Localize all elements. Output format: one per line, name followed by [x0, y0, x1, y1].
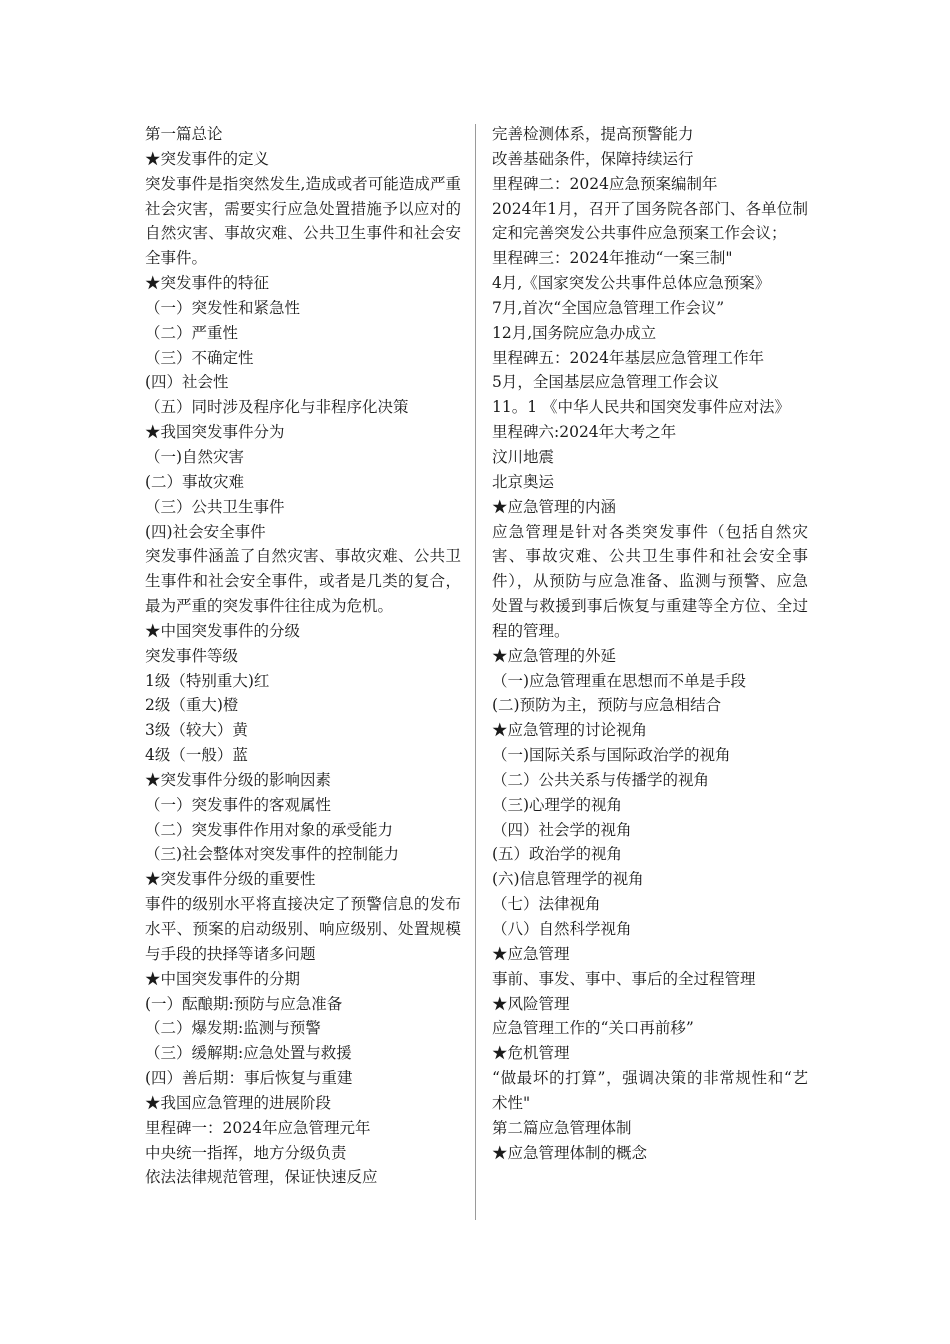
text-line: 里程碑六:2024年大考之年	[492, 423, 677, 442]
section-heading: ★应急管理	[492, 944, 570, 963]
paragraph: 2024年1月，召开了国务院各部门、各单位制定和完善突发公共事件应急预案工作会议；	[492, 199, 808, 243]
text-line: （三）公共卫生事件	[145, 497, 285, 516]
paragraph: 事件的级别水平将直接决定了预警信息的发布水平、预案的启动级别、响应级别、处置规模与手段的抉择等诸多问题	[145, 895, 461, 963]
paragraph: “做最坏的打算”，强调决策的非常规性和“艺术性"	[492, 1069, 808, 1112]
text-line: (四）善后期：事后恢复与重建	[145, 1069, 353, 1088]
text-line: (四)社会安全事件	[145, 522, 266, 541]
text-line: (五）政治学的视角	[492, 845, 623, 864]
section-heading: ★中国突发事件的分期	[145, 969, 301, 988]
section-heading: ★我国应急管理的进展阶段	[145, 1093, 332, 1112]
text-line: （一）突发事件的客观属性	[145, 795, 332, 814]
text-line: (一）酝酿期:预防与应急准备	[145, 994, 343, 1013]
text-line: 中央统一指挥，地方分级负责	[145, 1143, 347, 1162]
section-heading: ★应急管理的讨论视角	[492, 721, 648, 740]
text-line: 4月,《国家突发公共事件总体应急预案》	[492, 274, 771, 293]
text-line: （三)心理学的视角	[492, 795, 623, 814]
section-heading: ★风险管理	[492, 994, 570, 1013]
text-line: 完善检测体系，提高预警能力	[492, 125, 694, 143]
text-line: 7月,首次“全国应急管理工作会议”	[492, 298, 725, 317]
text-line: (六)信息管理学的视角	[492, 870, 644, 889]
section-heading: ★突发事件的特征	[145, 274, 270, 293]
text-line: （五）同时涉及程序化与非程序化决策	[145, 398, 409, 417]
left-column	[145, 122, 461, 1190]
text-line: （二）爆发期:监测与预警	[145, 1019, 321, 1038]
text-line: 3级（较大）黄	[145, 721, 248, 740]
text-line: （二）严重性	[145, 323, 239, 342]
text-line: （七）法律视角	[492, 895, 601, 914]
text-line: （三)社会整体对突发事件的控制能力	[145, 845, 400, 864]
text-line: 里程碑一：2024年应急管理元年	[145, 1118, 371, 1137]
text-line: （四）社会学的视角	[492, 820, 632, 839]
text-line: 改善基础条件，保障持续运行	[492, 149, 694, 168]
text-line: 应急管理工作的“关口再前移”	[492, 1019, 694, 1038]
text-line: 事前、事发、事中、事后的全过程管理	[492, 969, 756, 988]
paragraph: 应急管理是针对各类突发事件（包括自然灾害、事故灾难、公共卫生事件和社会安全事件），从预防与应急准备、监测与预警、应急处置与救援到事后恢复与重建等全方位、全过程的管理。	[492, 522, 808, 640]
text-line: （八）自然科学视角	[492, 920, 632, 938]
section-heading: ★突发事件的定义	[145, 149, 270, 168]
text-line: 12月,国务院应急办成立	[492, 323, 657, 342]
text-line: （一)应急管理重在思想而不单是手段	[492, 671, 747, 690]
paragraph: 突发事件涵盖了自然灾害、事故灾难、公共卫生事件和社会安全事件，或者是几类的复合，最为严重的突发事件往往成为危机。	[145, 547, 461, 616]
text-line: 4级（一般）蓝	[145, 746, 248, 765]
column-divider	[475, 124, 476, 1220]
text-line: （一）突发性和紧急性	[145, 298, 301, 317]
text-line: 1级（特别重大)红	[145, 671, 270, 690]
text-line: 第一篇总论	[145, 125, 223, 143]
text-line: (二)预防为主，预防与应急相结合	[492, 696, 722, 715]
text-line: 依法法律规范管理，保证快速反应	[145, 1168, 378, 1187]
text-line: 突发事件等级	[145, 646, 239, 665]
text-line: 里程碑五：2024年基层应急管理工作年	[492, 348, 764, 367]
text-line: （三）不确定性	[145, 348, 254, 367]
text-line: 北京奥运	[492, 472, 555, 491]
section-heading: ★危机管理	[492, 1044, 570, 1063]
section-heading: ★我国突发事件分为	[145, 423, 285, 442]
text-line: (四）社会性	[145, 373, 229, 392]
text-line: 5月，全国基层应急管理工作会议	[492, 373, 719, 392]
text-line: （三）缓解期:应急处置与救援	[145, 1044, 352, 1063]
paragraph: 11。1 《中华人民共和国突发事件应对法》	[492, 398, 791, 417]
paragraph: 突发事件是指突然发生,造成或者可能造成严重社会灾害，需要实行应急处置措施予以应对的自然灾害、事故灾难、公共卫生事件和社会安全事件。	[145, 174, 461, 268]
text-line: (二）事故灾难	[145, 472, 245, 491]
right-column	[492, 122, 808, 1165]
text-line: 里程碑三：2024年推动“一案三制"	[492, 249, 733, 268]
text-line: 里程碑二：2024应急预案编制年	[492, 174, 718, 193]
section-heading: ★应急管理体制的概念	[492, 1143, 648, 1162]
text-line: 汶川地震	[492, 447, 555, 466]
text-line: （一)自然灾害	[145, 447, 245, 466]
text-line: 2级（重大)橙	[145, 696, 239, 715]
section-heading: ★应急管理的内涵	[492, 497, 617, 516]
text-line: 第二篇应急管理体制	[492, 1118, 632, 1137]
section-heading: ★中国突发事件的分级	[145, 621, 301, 640]
section-heading: ★突发事件分级的重要性	[145, 870, 316, 889]
section-heading: ★突发事件分级的影响因素	[145, 770, 332, 789]
text-line: （一)国际关系与国际政治学的视角	[492, 746, 731, 765]
text-line: （二）公共关系与传播学的视角	[492, 770, 710, 789]
text-line: （二）突发事件作用对象的承受能力	[145, 820, 394, 839]
section-heading: ★应急管理的外延	[492, 646, 617, 665]
